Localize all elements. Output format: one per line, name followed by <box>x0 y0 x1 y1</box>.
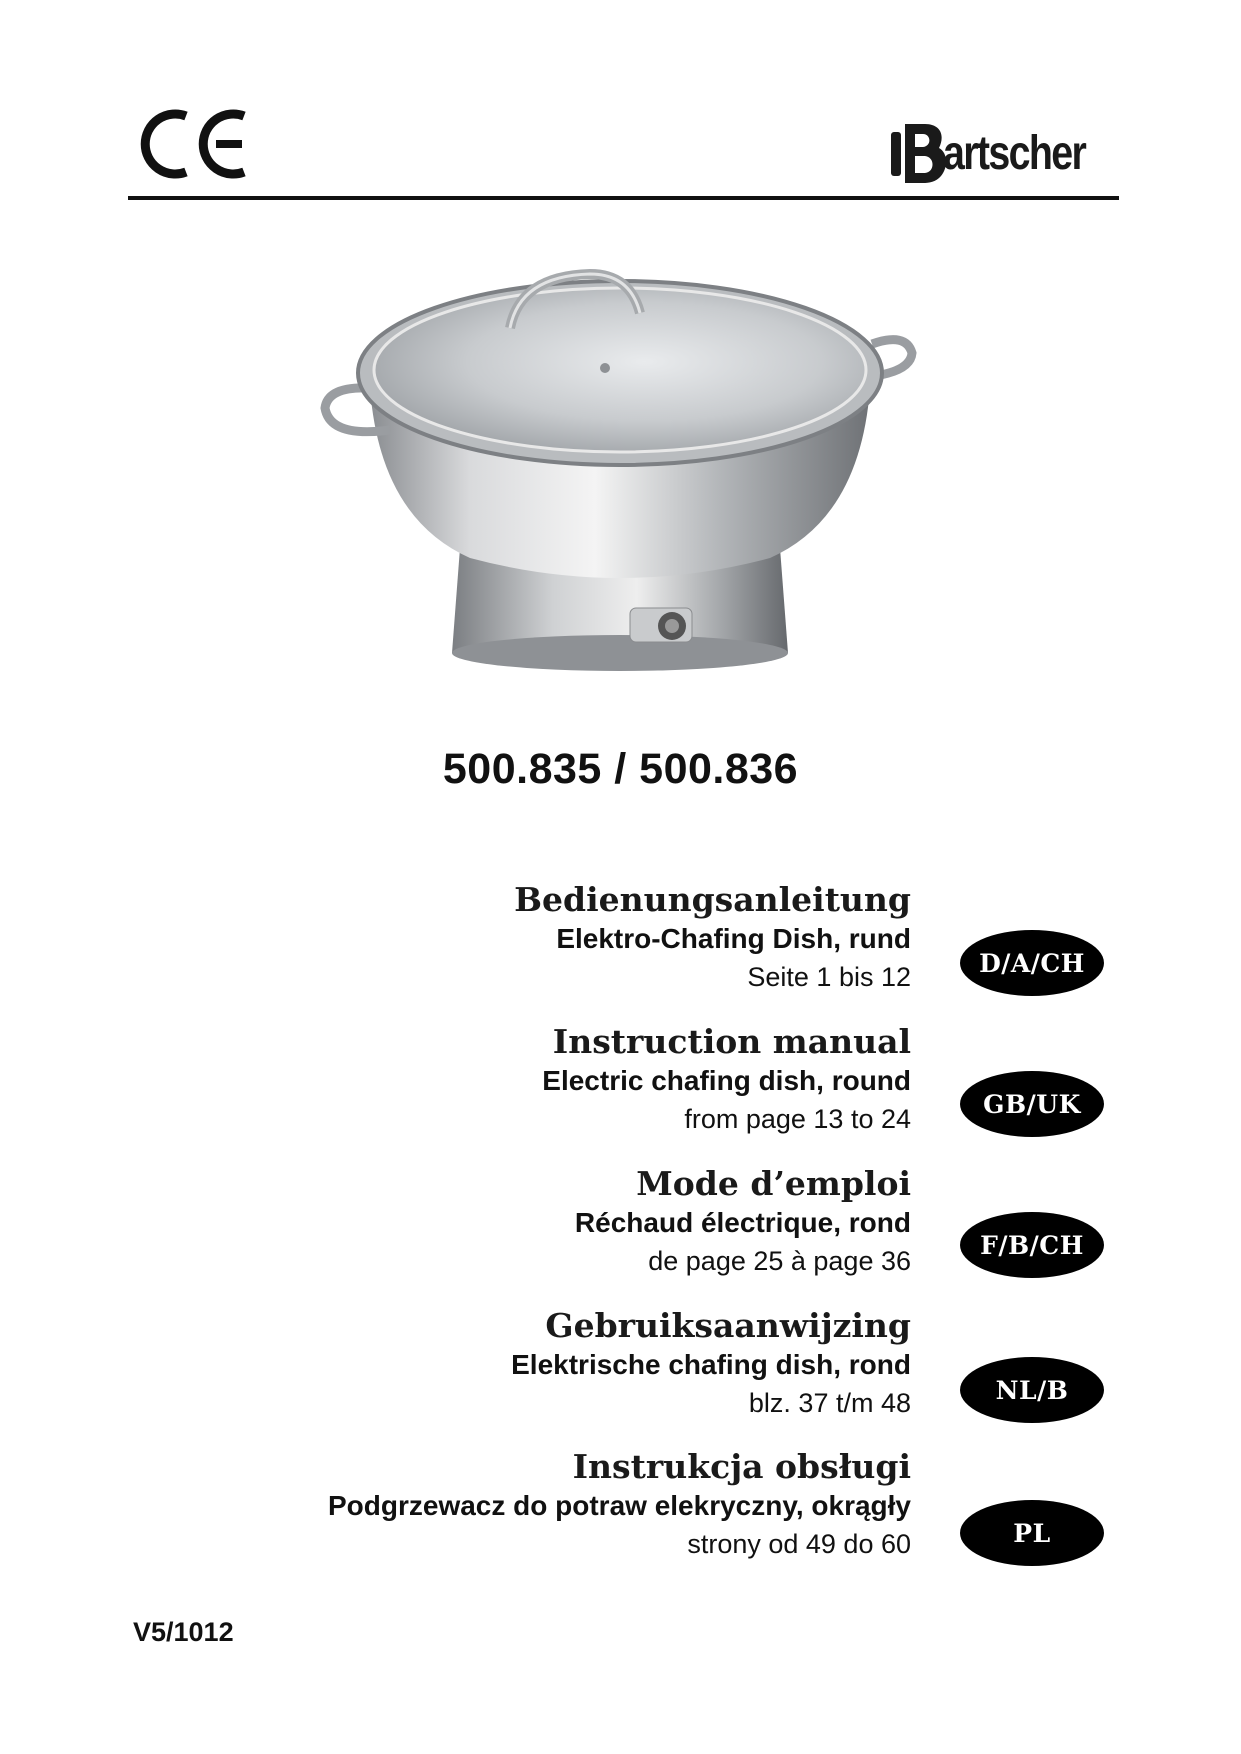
section-subtitle: Elektrische chafing dish, rond <box>511 1349 911 1380</box>
section-pages: Seite 1 bis 12 <box>747 962 911 992</box>
bartscher-logo <box>889 118 1116 188</box>
bartscher-b-icon <box>889 120 949 186</box>
section-subtitle: Réchaud électrique, rond <box>574 1207 911 1238</box>
section-pages: from page 13 to 24 <box>684 1104 911 1134</box>
section-subtitle: Podgrzewacz do potraw elekryczny, okrągły <box>328 1490 911 1521</box>
language-badge-nl: NL/B <box>960 1357 1104 1423</box>
manual-section-de <box>11 880 911 996</box>
ce-mark-logo <box>138 108 250 180</box>
language-badge-pl: PL <box>960 1500 1104 1566</box>
manual-section-nl <box>11 1306 911 1422</box>
section-title: Mode d’emploi <box>636 1164 911 1203</box>
chafing-dish-image <box>300 248 940 688</box>
section-title: Bedienungsanleitung <box>514 880 911 919</box>
section-subtitle: Elektro-Chafing Dish, rund <box>556 923 911 954</box>
section-title: Gebruiksaanwijzing <box>545 1306 911 1345</box>
version-label: V5/1012 <box>133 1617 234 1647</box>
section-title: Instruction manual <box>552 1022 911 1061</box>
language-badge-en: GB/UK <box>960 1071 1104 1137</box>
manual-section-en <box>11 1022 911 1138</box>
section-title: Instrukcja obsługi <box>572 1447 911 1486</box>
section-pages: strony od 49 do 60 <box>687 1529 911 1559</box>
language-badge-de: D/A/CH <box>960 930 1104 996</box>
section-pages: blz. 37 t/m 48 <box>748 1388 911 1418</box>
header-divider <box>128 196 1119 200</box>
brand-name: artscher <box>942 126 1085 180</box>
manual-section-pl <box>11 1447 911 1563</box>
language-badge-fr: F/B/CH <box>960 1212 1104 1278</box>
model-number: 500.835 / 500.836 <box>442 745 799 793</box>
manual-section-fr <box>11 1164 911 1280</box>
section-pages: de page 25 à page 36 <box>648 1246 911 1276</box>
section-subtitle: Electric chafing dish, round <box>542 1065 911 1096</box>
